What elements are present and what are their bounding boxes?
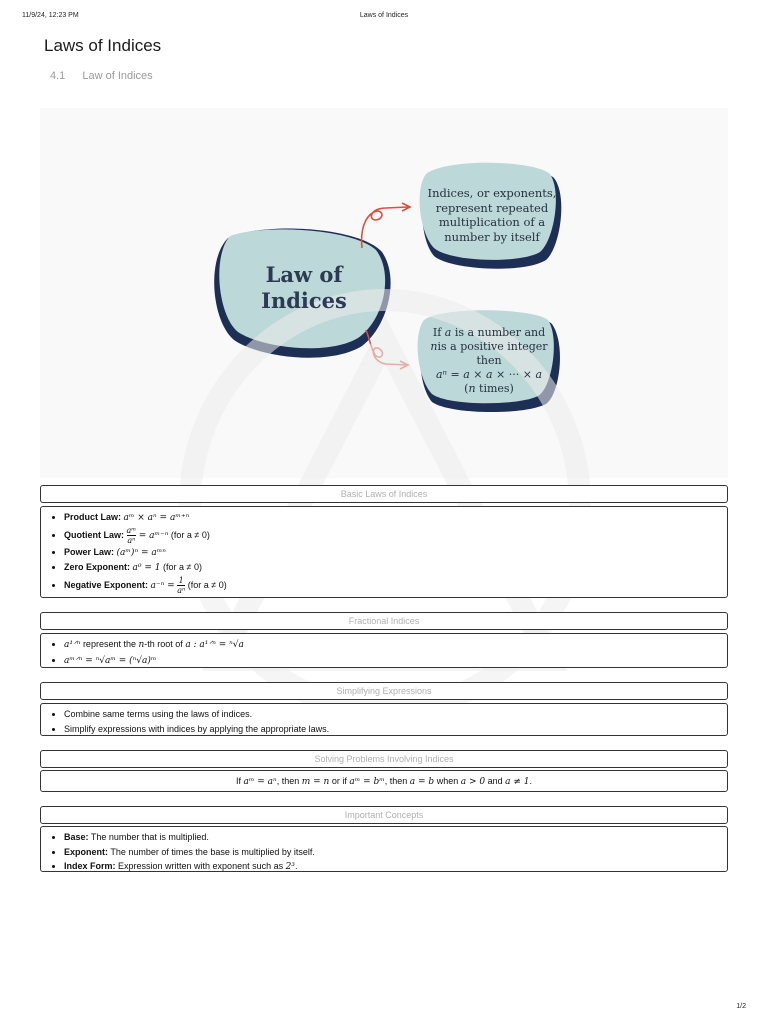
subtitle-text: Law of Indices [82, 70, 153, 82]
basic-laws-header: Basic Laws of Indices [40, 485, 728, 503]
section-subtitle [50, 70, 153, 82]
list-item: • Simplify expressions with indices by applying the appropriate laws. [64, 722, 727, 737]
page-number: 1/2 [736, 1003, 746, 1010]
list-item: • Combine same terms using the laws of indices. [64, 707, 727, 722]
list-item: • a¹ᐟⁿ represent the n-th root of a : a¹ᐟⁿ = ⁿ√a [64, 637, 727, 653]
important-concepts-header: Important Concepts [40, 806, 728, 824]
list-item: • Exponent: The number of times the base is multiplied by itself. [64, 845, 727, 860]
bottom-bubble-text [420, 326, 558, 396]
solving-problems-body [40, 770, 728, 792]
subtitle-number: 4.1 [50, 70, 66, 82]
list-item: • Product Law: aᵐ × aⁿ = aᵐ⁺ⁿ [64, 510, 727, 526]
arrow-top [362, 207, 408, 248]
top-bubble-line: represent repeated [435, 200, 549, 215]
simplifying-body [40, 703, 728, 736]
list-item: • Quotient Law: $\frac{\text{aᵐ}}{\text{aⁿ}}$ = aᵐ⁻ⁿ (for a ≠ 0) [64, 526, 727, 545]
solving-rule: If aᵐ = aⁿ, then m = n or if aᵐ = bᵐ, then a = b when a > 0 and a ≠ 1. [236, 776, 532, 787]
bottom-bubble-line: nis a positive integer [430, 340, 548, 353]
solving-problems-header: Solving Problems Involving Indices [40, 750, 728, 768]
list-item: • Power Law: (aᵐ)ⁿ = aᵐⁿ [64, 545, 727, 561]
mind-map-center-label [218, 262, 390, 314]
simplifying-header: Simplifying Expressions [40, 682, 728, 700]
center-label-line-1: Law of [265, 262, 343, 287]
bottom-bubble-line: aⁿ = a × a × ··· × a [435, 368, 543, 381]
fractional-indices-body [40, 633, 728, 668]
top-bubble-text [422, 186, 562, 244]
fractional-indices-header: Fractional Indices [40, 612, 728, 630]
list-item: • Index Form: Expression written with exponent such as 2³. [64, 859, 727, 875]
list-item: • Base: The number that is multiplied. [64, 830, 727, 845]
list-item: • aᵐᐟⁿ = ⁿ√aᵐ = (ⁿ√a)ᵐ [64, 653, 727, 669]
top-bubble-line: number by itself [444, 229, 540, 244]
list-item: • Negative Exponent: a⁻ⁿ = $\frac{1}{\text{aⁿ}}$ (for a ≠ 0) [64, 576, 727, 595]
print-header-title: Laws of Indices [359, 12, 409, 19]
bottom-bubble-line: (n times) [464, 382, 514, 395]
bottom-bubble-line: If a is a number and [432, 326, 546, 339]
top-bubble-line: multiplication of a [438, 215, 546, 229]
page-title: Laws of Indices [44, 36, 162, 55]
print-date: 11/9/24, 12:23 PM [22, 12, 79, 19]
bottom-bubble-line: then [476, 354, 502, 367]
top-bubble-line: Indices, or exponents, [427, 186, 557, 200]
center-label-line-2: Indices [261, 288, 347, 313]
important-concepts-body [40, 826, 728, 872]
basic-laws-body [40, 506, 728, 598]
list-item: • Zero Exponent: a⁰ = 1 (for a ≠ 0) [64, 560, 727, 576]
